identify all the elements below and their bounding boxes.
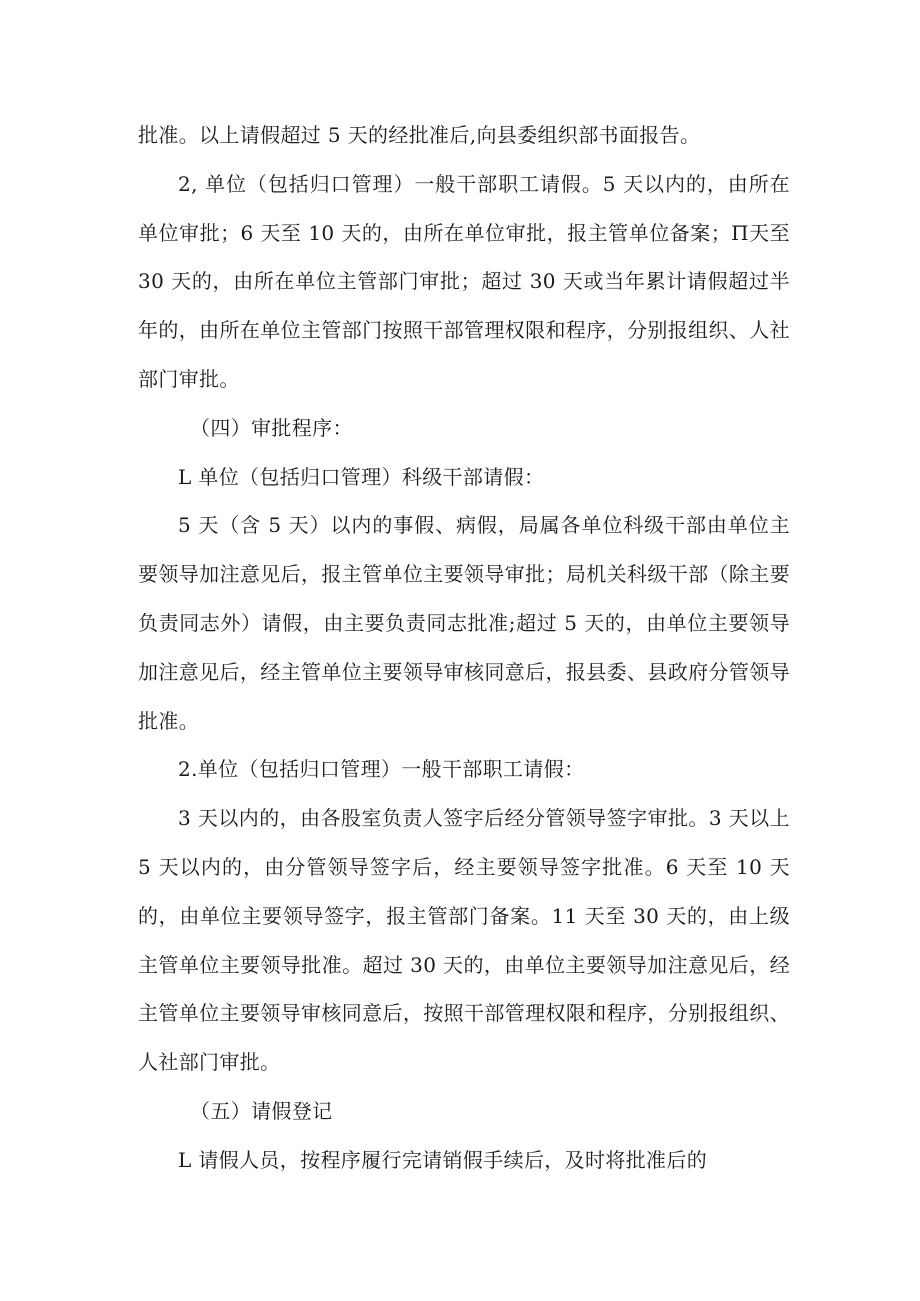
document-body [138,111,790,1185]
section-heading-leave-registration: （五）请假登记 [190,1098,333,1123]
paragraph-section-chief-leave-title: L 单位（包括归口管理）科级干部请假： [178,464,545,489]
paragraph-continuation: 批准。以上请假超过 5 天的经批准后,向县委组织部书面报告。 [138,123,701,147]
paragraph-general-staff-leave: 2, 单位（包括归口管理）一般干部职工请假。5 天以内的，由所在单位审批；6 天至 10 天的，由所在单位审批，报主管单位备案；Π天至 30 天的，由所在单位主管部门审批；超过 30 天或当年累计请假超过半年的，由所在单位主管部门按照干部管理权限和程序，分别报组织、人社部门审批。 [138,171,790,391]
paragraph-general-staff-leave-title: 2.单位（包括归口管理）一般干部职工请假： [178,757,585,782]
section-heading-approval-procedure: （四）审批程序： [190,415,353,440]
paragraph-leave-registration: L 请假人员，按程序履行完请销假手续后，及时将批准后的 [178,1147,708,1172]
paragraph-section-chief-leave-rules: 5 天（含 5 天）以内的事假、病假，局属各单位科级干部由单位主要领导加注意见后，报主管单位主要领导审批；局机关科级干部（除主要负责同志外）请假，由主要负责同志批准;超过 5 天的，由单位主要领导加注意见后，经主管单位主要领导审核同意后，报县委、县政府分管领导批准。 [138,513,790,733]
paragraph-general-staff-leave-rules: 3 天以内的，由各股室负责人签字后经分管领导签字审批。3 天以上 5 天以内的，由分管领导签字后，经主要领导签字批准。6 天至 10 天的，由单位主要领导签字，报主管部门备案。11 天至 30 天的，由上级主管单位主要领导批准。超过 30 天的，由单位主要领导加注意见后，经主管单位主要领导审核同意后，按照干部管理权限和程序，分别报组织、人社部门审批。 [138,806,790,1075]
